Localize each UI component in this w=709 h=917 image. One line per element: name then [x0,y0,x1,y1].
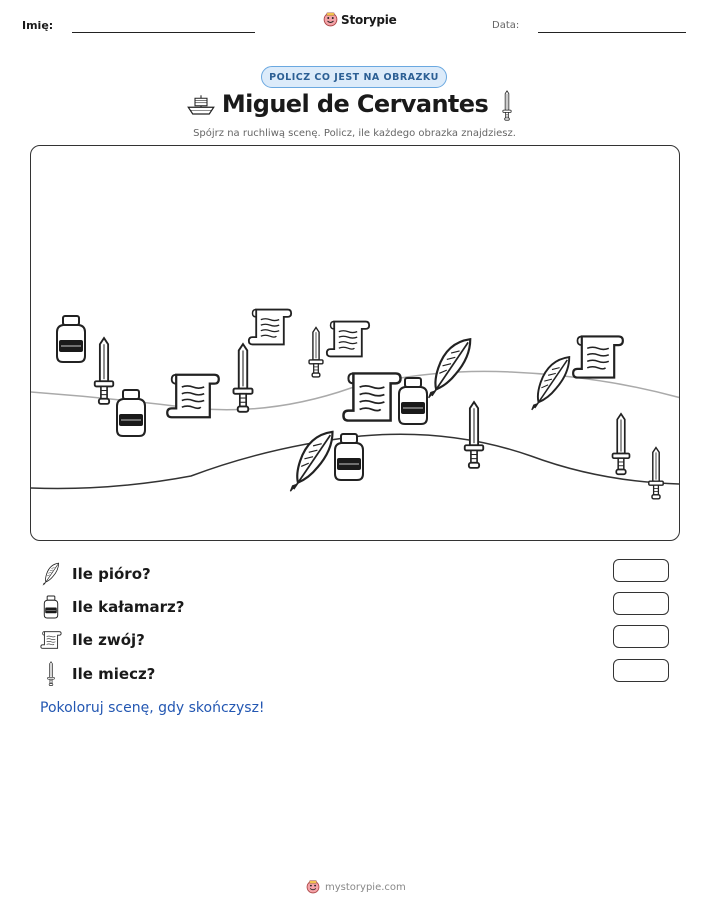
feather-quill-icon [290,432,332,491]
footer [306,880,406,894]
answer-box-sword[interactable] [613,659,669,682]
answer-box-feather[interactable] [613,559,669,582]
feather-quill-icon [532,357,569,410]
question-text: Ile kałamarz? [72,598,185,616]
question-row-inkwell [40,595,185,619]
inkwell-icon [117,390,145,436]
scene-illustration [31,146,680,541]
sword-icon [465,402,484,468]
closing-instruction: Pokoloruj scenę, gdy skończysz! [40,700,265,716]
page-title: Miguel de Cervantes [221,90,489,118]
inkwell-icon [40,595,62,619]
counting-scene [30,145,680,541]
brand-logo [323,12,397,27]
sword-icon [613,414,630,474]
scroll-icon [40,628,62,652]
scroll-icon [249,310,291,345]
sword-icon [500,90,514,122]
answer-box-scroll[interactable] [613,625,669,648]
sword-icon [649,448,663,499]
sword-icon [233,344,252,412]
date-line[interactable] [538,32,686,33]
question-row-scroll [40,628,145,652]
date-label: Data: [492,20,520,31]
scroll-icon [167,375,219,418]
inkwell-icon [57,316,85,362]
question-text: Ile miecz? [72,665,156,683]
sword-icon [40,661,62,687]
activity-badge: POLICZ CO JEST NA OBRAZKU [261,66,447,88]
question-text: Ile zwój? [72,631,145,649]
inkwell-icon [335,434,363,480]
sword-icon [95,338,114,404]
page-subtitle: Spójrz na ruchliwą scenę. Policz, ile każdego obrazka znajdziesz. [193,128,516,139]
name-label: Imię: [22,19,54,32]
question-row-sword [40,661,155,687]
scroll-icon [327,322,369,357]
feather-quill-icon [429,339,471,398]
inkwell-icon [399,378,427,424]
scroll-icon [343,373,400,420]
answer-box-inkwell[interactable] [613,592,669,615]
question-text: Ile pióro? [72,565,151,583]
brand-name: Storypie [341,12,397,27]
sword-icon [309,328,323,377]
footer-url: mystorypie.com [325,881,406,893]
scroll-icon [573,336,623,377]
name-line[interactable] [72,32,255,33]
storypie-mascot-icon [323,12,338,27]
storypie-mascot-icon [306,880,320,894]
feather-quill-icon [40,562,62,586]
question-row-feather [40,562,151,586]
